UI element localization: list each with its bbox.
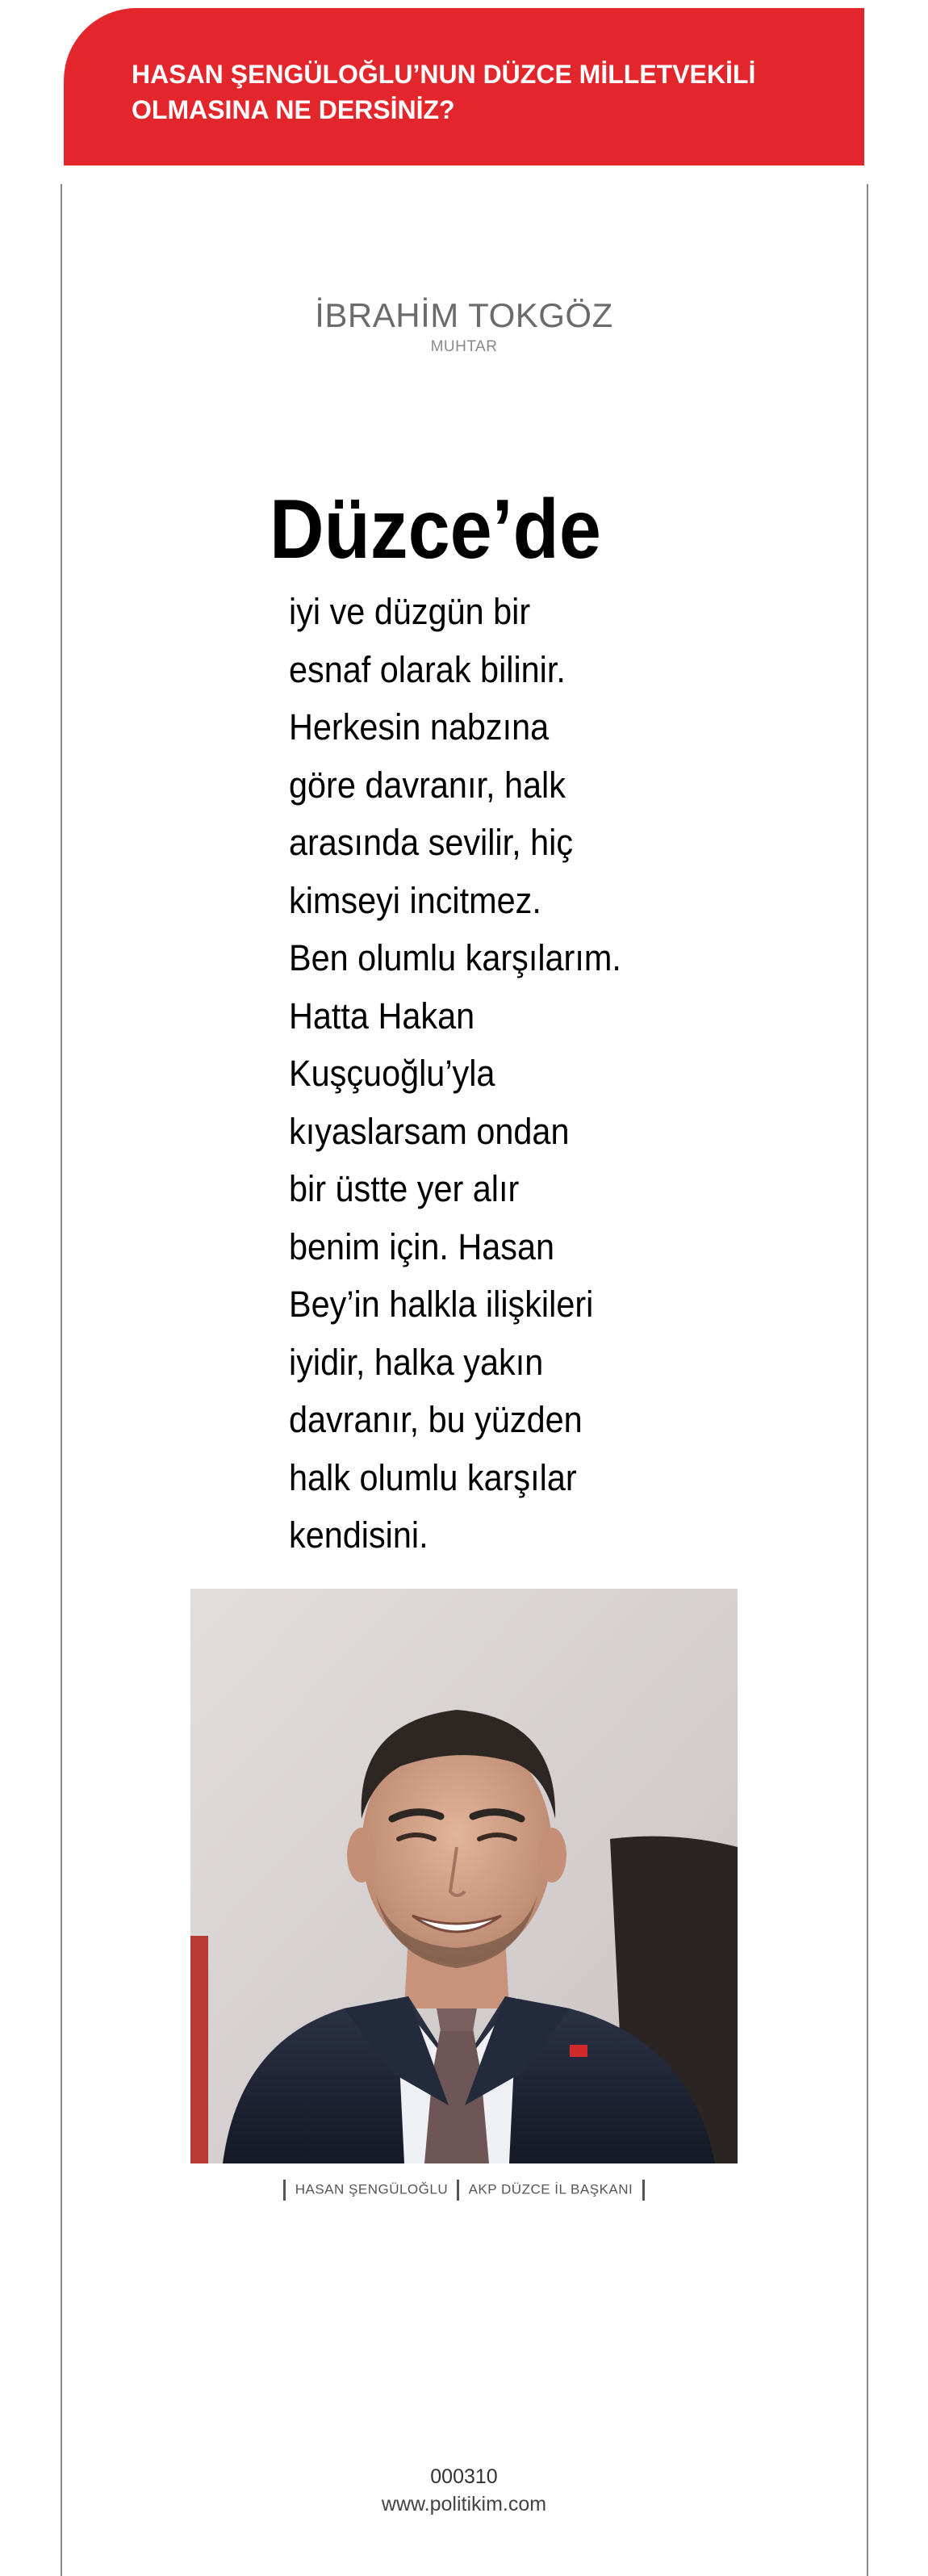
quote-lead-word: Düzce’de <box>270 483 601 576</box>
page-title: HASAN ŞENGÜLOĞLU’NUN DÜZCE MİLLETVEKİLİ OLMASINA NE DERSİNİZ? <box>132 60 756 124</box>
quote-line: Hatta Hakan <box>289 995 475 1037</box>
caption-divider <box>457 2180 459 2201</box>
quote-line: arasında sevilir, hiç <box>289 822 574 863</box>
photo-caption <box>0 2177 928 2202</box>
frame-right-border <box>867 184 868 2576</box>
quote-line: kendisini. <box>289 1514 428 1556</box>
header-banner <box>64 8 864 165</box>
website-link[interactable]: www.politikim.com <box>381 2493 547 2515</box>
footer <box>0 2463 928 2518</box>
quote-body <box>289 583 676 1564</box>
caption-divider <box>642 2180 645 2201</box>
quote-line: Ben olumlu karşılarım. <box>289 937 621 978</box>
quote-line: Herkesin nabzına <box>289 706 550 748</box>
frame-left-border <box>61 184 62 2576</box>
quote-line: benim için. Hasan <box>289 1225 555 1267</box>
author-name: İBRAHİM TOKGÖZ <box>315 296 613 334</box>
author-role: MUHTAR <box>430 338 498 355</box>
quote-line: kimseyi incitmez. <box>289 879 541 921</box>
quote-line: bir üstte yer alır <box>289 1168 520 1209</box>
quote-line: halk olumlu karşılar <box>289 1456 577 1498</box>
quote-line: iyidir, halka yakın <box>289 1341 544 1383</box>
quote-line: esnaf olarak bilinir. <box>289 648 566 690</box>
quote-line: davranır, bu yüzden <box>289 1399 583 1440</box>
byline <box>0 295 928 358</box>
caption-name: HASAN ŞENGÜLOĞLU <box>295 2181 449 2197</box>
quote-line: Bey’in halkla ilişkileri <box>289 1284 594 1325</box>
quote-line: Kuşçuoğlu’yla <box>289 1053 495 1094</box>
caption-title: AKP DÜZCE İL BAŞKANI <box>468 2181 633 2197</box>
quote-line: göre davranır, halk <box>289 764 566 806</box>
portrait-illustration <box>190 1589 738 2163</box>
quote-line: iyi ve düzgün bir <box>289 591 531 632</box>
quote-line: kıyaslarsam ondan <box>289 1110 570 1152</box>
caption-divider <box>283 2180 286 2201</box>
page-number: 000310 <box>430 2465 498 2488</box>
portrait-photo <box>190 1589 738 2163</box>
